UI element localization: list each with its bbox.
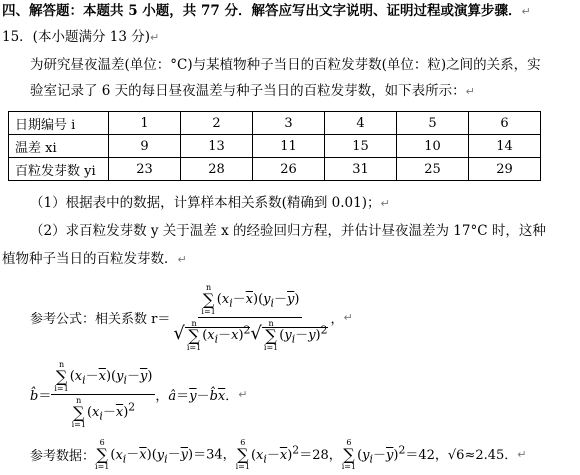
cell: 29 [469, 158, 541, 181]
cell: 31 [325, 158, 397, 181]
table-row [9, 158, 541, 181]
regression-formula: b̂＝ n ∑ i=1 $(x_i-\overline{x})(y_i-\overline{y})$ n ∑ i=1 $(x_i-\overline{x})^2$ ，$â=\overline{y}-b̂\overline{x}$．↵ [30, 360, 248, 429]
row-label: 温差 xi [9, 135, 109, 158]
question-1: （1）根据表中的数据，计算样本相关系数(精确到 0.01)；↵ [30, 195, 390, 211]
row-label: 百粒发芽数 yi [9, 158, 109, 181]
slope-fraction: n ∑ i=1 $(x_i-\overline{x})(y_i-\overline{y})$ n ∑ i=1 $(x_i-\overline{x})^2$ [51, 360, 155, 429]
correlation-formula: 参考公式：相关系数 r＝ n ∑ i=1 $(x_i-\overline{x})(y_i-\overline{y})$ √ n ∑ i=1 $(x_i-\overline{x})^2√$ n ∑ i=1 $(y_i-\overline{y})^2$ ，↵ [30, 283, 353, 352]
cell: 10 [397, 135, 469, 158]
problem-number: 15．(本小题满分 13 分)↵ [2, 29, 160, 45]
table-row [9, 112, 541, 135]
cell: 6 [469, 112, 541, 135]
question-2-line-1: （2）求百粒发芽数 y 关于温差 x 的经验回归方程，并估计昼夜温差为 17°C 时，这种 [30, 223, 546, 239]
cell: 25 [397, 158, 469, 181]
data-table [8, 111, 541, 181]
cell: 26 [253, 158, 325, 181]
cell: 28 [181, 158, 253, 181]
intro-line-2: 验室记录了 6 天的每日昼夜温差与种子当日的百粒发芽数，如下表所示：↵ [30, 83, 475, 99]
cell: 14 [469, 135, 541, 158]
question-2-line-2: 植物种子当日的百粒发芽数．↵ [2, 251, 187, 267]
table-row [9, 135, 541, 158]
cell: 23 [109, 158, 181, 181]
cell: 13 [181, 135, 253, 158]
cell: 2 [181, 112, 253, 135]
cell: 11 [253, 135, 325, 158]
cell: 1 [109, 112, 181, 135]
correlation-fraction: n ∑ i=1 $(x_i-\overline{x})(y_i-\overline{y})$ √ n ∑ i=1 $(x_i-\overline{x})^2√$ n ∑ i=1 $(y_i-\overline{y})^2$ [173, 283, 328, 352]
reference-data: 参考数据： 6 ∑ i=1 $(x_i-\overline{x})(y_i-\overline{y})=34$， 6 ∑ i=1 $(x_i-\overline{x})^2=28$， 6 ∑ i=1 $(y_i-\overline{y})^2=42$，√6≈2.45．↵ [30, 438, 527, 471]
intro-line-1: 为研究昼夜温差(单位：°C)与某植物种子当日的百粒发芽数(单位：粒)之间的关系，实 [30, 57, 541, 73]
section-title: 四、解答题：本题共 5 小题，共 77 分．解答应写出文字说明、证明过程或演算步骤．↵ [2, 3, 531, 19]
cell: 9 [109, 135, 181, 158]
cell: 5 [397, 112, 469, 135]
cell: 3 [253, 112, 325, 135]
cell: 4 [325, 112, 397, 135]
cell: 15 [325, 135, 397, 158]
row-label: 日期编号 i [9, 112, 109, 135]
